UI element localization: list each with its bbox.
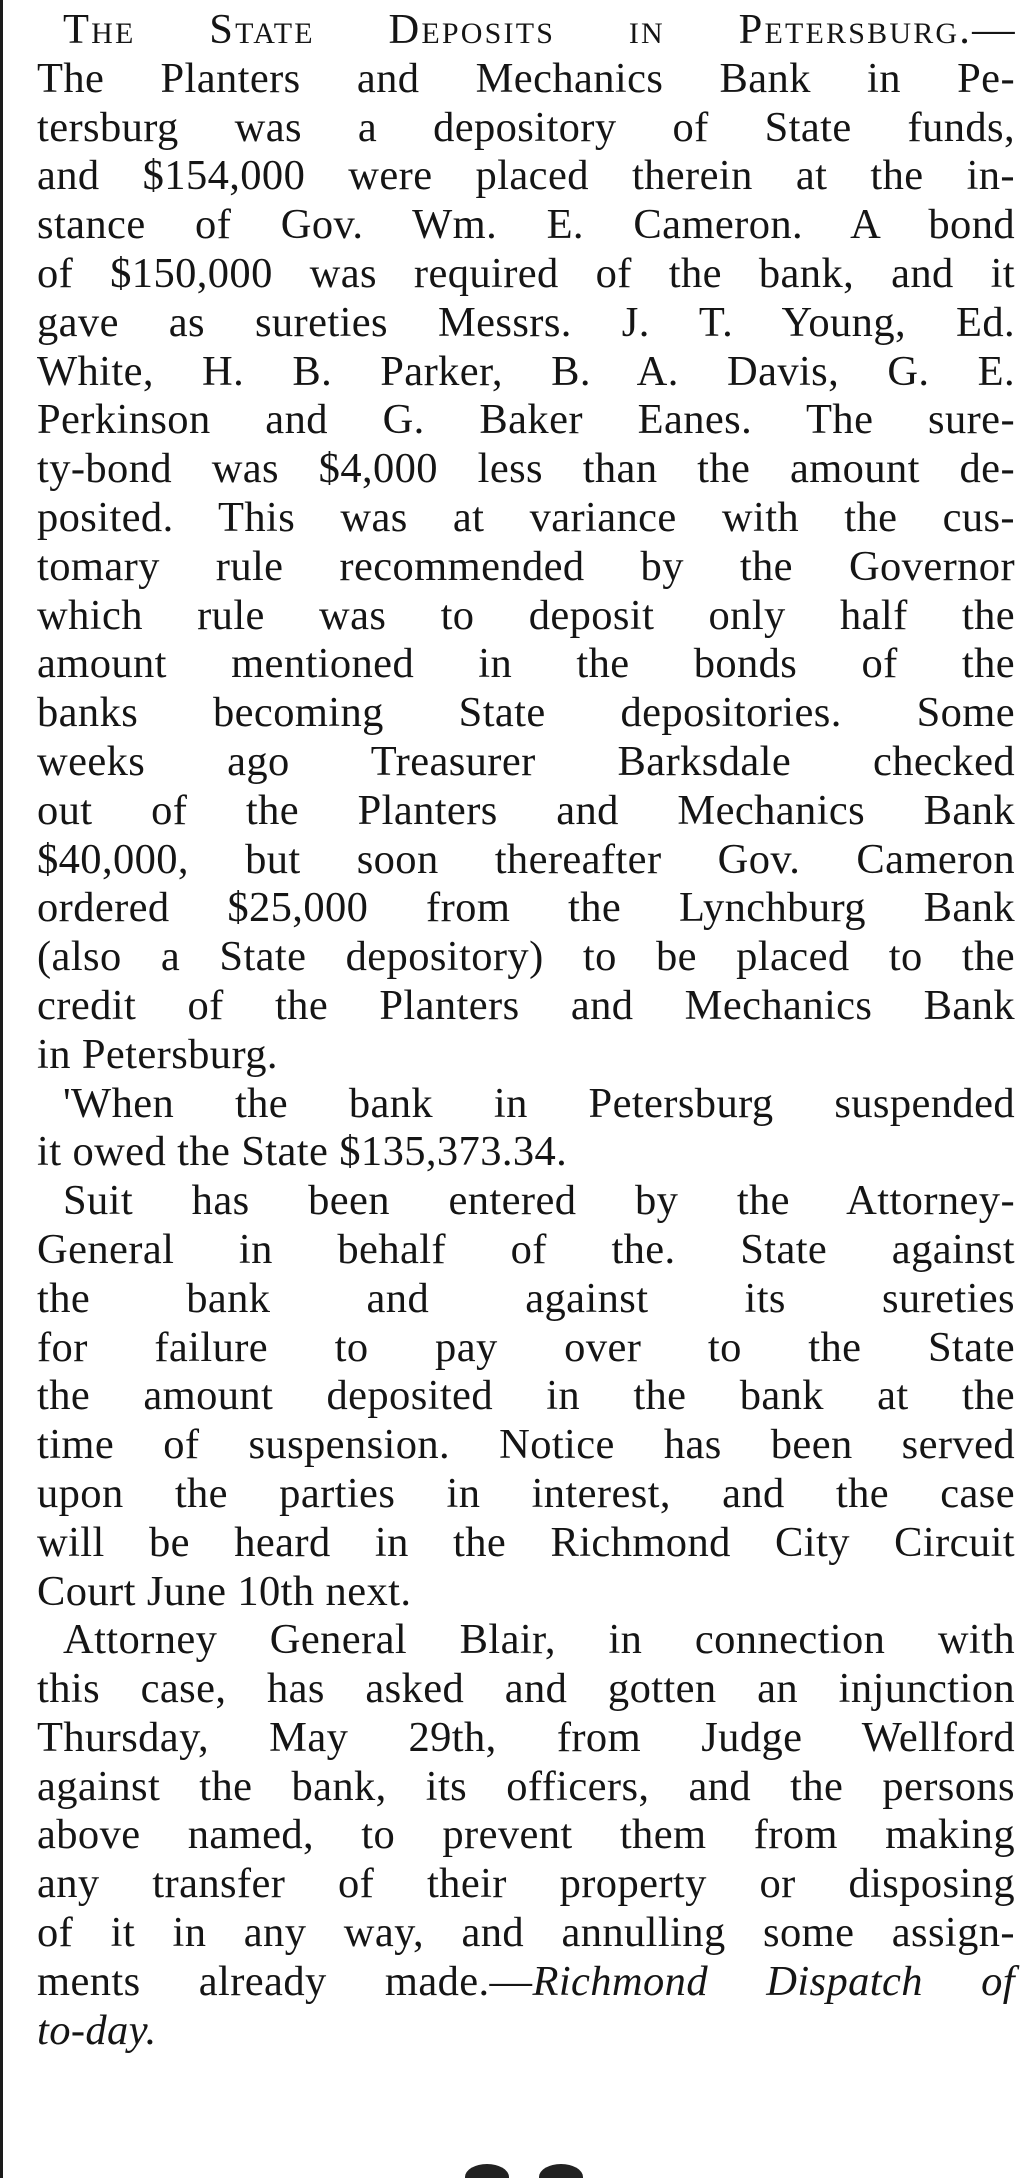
article-heading: The State Deposits in Petersburg. [63, 6, 973, 53]
text-line: it owed the State $135,373.34. [37, 1128, 568, 1176]
text-line: which rule was to deposit only half the [37, 591, 1015, 639]
text-line: credit of the Planters and Mechanics Bank [37, 981, 1015, 1029]
text-line: General in behalf of the. State against [37, 1225, 1015, 1273]
text-line: this case, has asked and gotten an injunction [37, 1665, 1015, 1713]
article-paragraph-4 [37, 1616, 1015, 2055]
text-line: out of the Planters and Mechanics Bank [37, 786, 1015, 834]
text-line: $40,000, but soon thereafter Gov. Cameron [37, 835, 1015, 883]
heading-dash: — [972, 6, 1015, 53]
text-fragment: ments already made.— [37, 1957, 533, 2005]
article-paragraph-1 [37, 6, 1015, 1080]
text-line: time of suspension. Notice has been served [37, 1421, 1015, 1469]
text-line: Court June 10th next. [37, 1567, 412, 1615]
text-line: of it in any way, and annulling some assign- [37, 1909, 1015, 1957]
text-line: banks becoming State depositories. Some [37, 689, 1015, 737]
article-first-line [37, 6, 1015, 55]
article-paragraph-2 [37, 1080, 1015, 1178]
text-line: ty-bond was $4,000 less than the amount de- [37, 445, 1015, 493]
text-line: tomary rule recommended by the Governor [37, 542, 1015, 590]
text-line: weeks ago Treasurer Barksdale checked [37, 737, 1015, 785]
text-line: any transfer of their property or disposing [37, 1860, 1015, 1908]
text-line: will be heard in the Richmond City Circuit [37, 1518, 1015, 1566]
source-attribution: Richmond Dispatch of [532, 1957, 1016, 2005]
text-line: amount mentioned in the bonds of the [37, 640, 1015, 688]
text-line: against the bank, its officers, and the persons [37, 1762, 1015, 1810]
text-line: (also a State depository) to be placed to the [37, 933, 1015, 981]
text-line: the bank and against its sureties [37, 1274, 1015, 1322]
text-line: Suit has been entered by the Attorney- [63, 1177, 1015, 1225]
text-line: The Planters and Mechanics Bank in Pe- [37, 54, 1015, 102]
ornament-divider [443, 2158, 623, 2178]
text-line: ordered $25,000 from the Lynchburg Bank [37, 884, 1015, 932]
text-line: posited. This was at variance with the cus- [37, 493, 1015, 541]
text-line: of $150,000 was required of the bank, and it [37, 249, 1015, 297]
text-line: White, H. B. Parker, B. A. Davis, G. E. [37, 347, 1015, 395]
text-line: and $154,000 were placed therein at the in- [37, 152, 1015, 200]
text-line: gave as sureties Messrs. J. T. Young, Ed. [37, 298, 1015, 346]
text-line: stance of Gov. Wm. E. Cameron. A bond [37, 201, 1015, 249]
text-line: Perkinson and G. Baker Eanes. The sure- [37, 396, 1015, 444]
text-line: 'When the bank in Petersburg suspended [63, 1079, 1015, 1127]
article-paragraph-3 [37, 1177, 1015, 1616]
text-line: Attorney General Blair, in connection with [63, 1616, 1015, 1664]
article-column [37, 6, 1015, 2055]
text-line: Thursday, May 29th, from Judge Wellford [37, 1713, 1015, 1761]
text-line: upon the parties in interest, and the case [37, 1469, 1015, 1517]
text-line: above named, to prevent them from making [37, 1811, 1015, 1859]
text-line: for failure to pay over to the State [37, 1323, 1015, 1371]
source-line [37, 1958, 1015, 2007]
source-attribution-end: to-day. [37, 2006, 157, 2054]
text-line: in Petersburg. [37, 1030, 278, 1078]
text-line: the amount deposited in the bank at the [37, 1372, 1015, 1420]
text-line: tersburg was a depository of State funds, [37, 103, 1015, 151]
